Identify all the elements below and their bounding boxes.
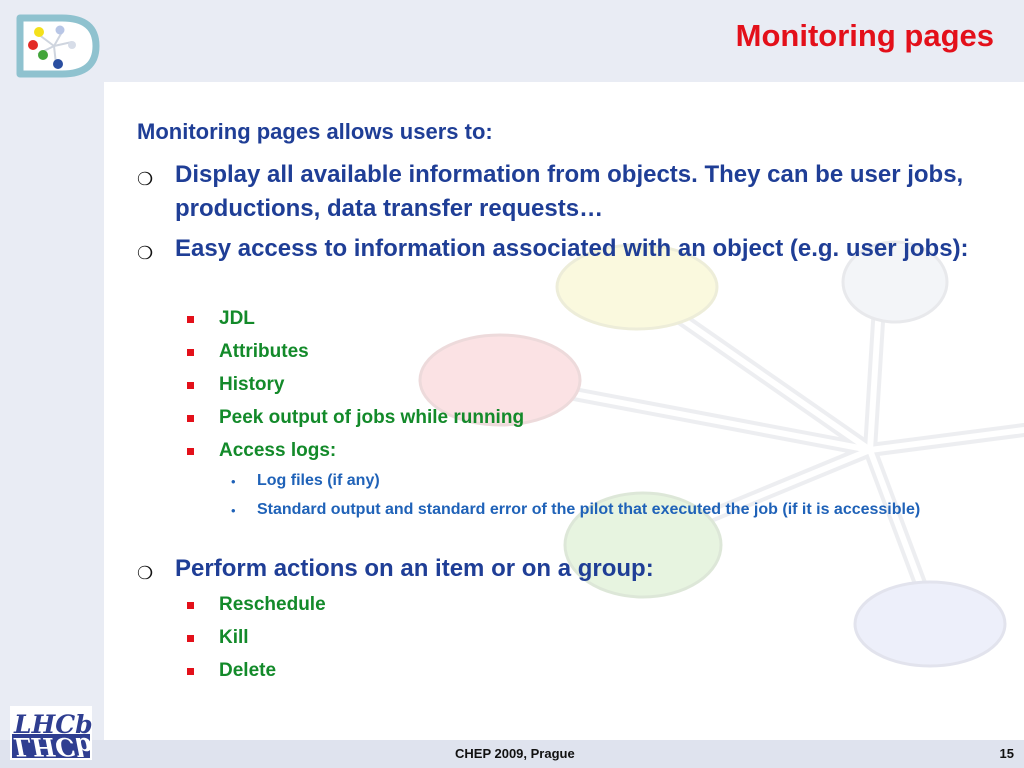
bullet-display-info: Display all available information from objects. They can be user jobs, productions, data transfer requests… [175, 161, 964, 222]
square-bullet-icon [187, 415, 194, 422]
circle-bullet-icon: ❍ [137, 243, 154, 264]
footer-conference: CHEP 2009, Prague [455, 746, 575, 761]
sub-item-jdl: JDL [219, 308, 255, 329]
sub-item-peek-output: Peek output of jobs while running [219, 407, 525, 428]
slide-title: Monitoring pages [735, 18, 994, 53]
page-number: 15 [999, 746, 1014, 761]
sub-item-history: History [219, 374, 285, 395]
sub-sub-item-log-files: Log files (if any) [257, 472, 380, 489]
sub-item-access-logs: Access logs: [219, 440, 337, 461]
square-bullet-icon [187, 316, 194, 323]
sub-item-delete: Delete [219, 660, 277, 681]
circle-bullet-icon: ❍ [137, 563, 154, 584]
sub-item-attributes: Attributes [219, 341, 309, 362]
sub-sub-item-standard-output: Standard output and standard error of the pilot that executed the job (if it is accessible) [257, 501, 921, 518]
square-bullet-icon [187, 635, 194, 642]
dot-bullet-icon: • [231, 503, 236, 518]
bullet-easy-access: Easy access to information associated with an object (e.g. user jobs): [175, 235, 969, 262]
svg-text:LHCb: LHCb [14, 732, 93, 761]
square-bullet-icon [187, 668, 194, 675]
square-bullet-icon [187, 448, 194, 455]
intro-text: Monitoring pages allows users to: [137, 119, 493, 144]
dirac-logo [14, 12, 100, 80]
square-bullet-icon [187, 349, 194, 356]
circle-bullet-icon: ❍ [137, 169, 154, 190]
bullet-perform-actions: Perform actions on an item or on a group: [175, 555, 654, 582]
lhcb-logo [8, 704, 94, 762]
square-bullet-icon [187, 602, 194, 609]
sub-item-reschedule: Reschedule [219, 594, 326, 615]
svg-text:LHCb: LHCb [14, 710, 93, 739]
dot-bullet-icon: • [231, 474, 236, 489]
sub-item-kill: Kill [219, 627, 249, 648]
square-bullet-icon [187, 382, 194, 389]
